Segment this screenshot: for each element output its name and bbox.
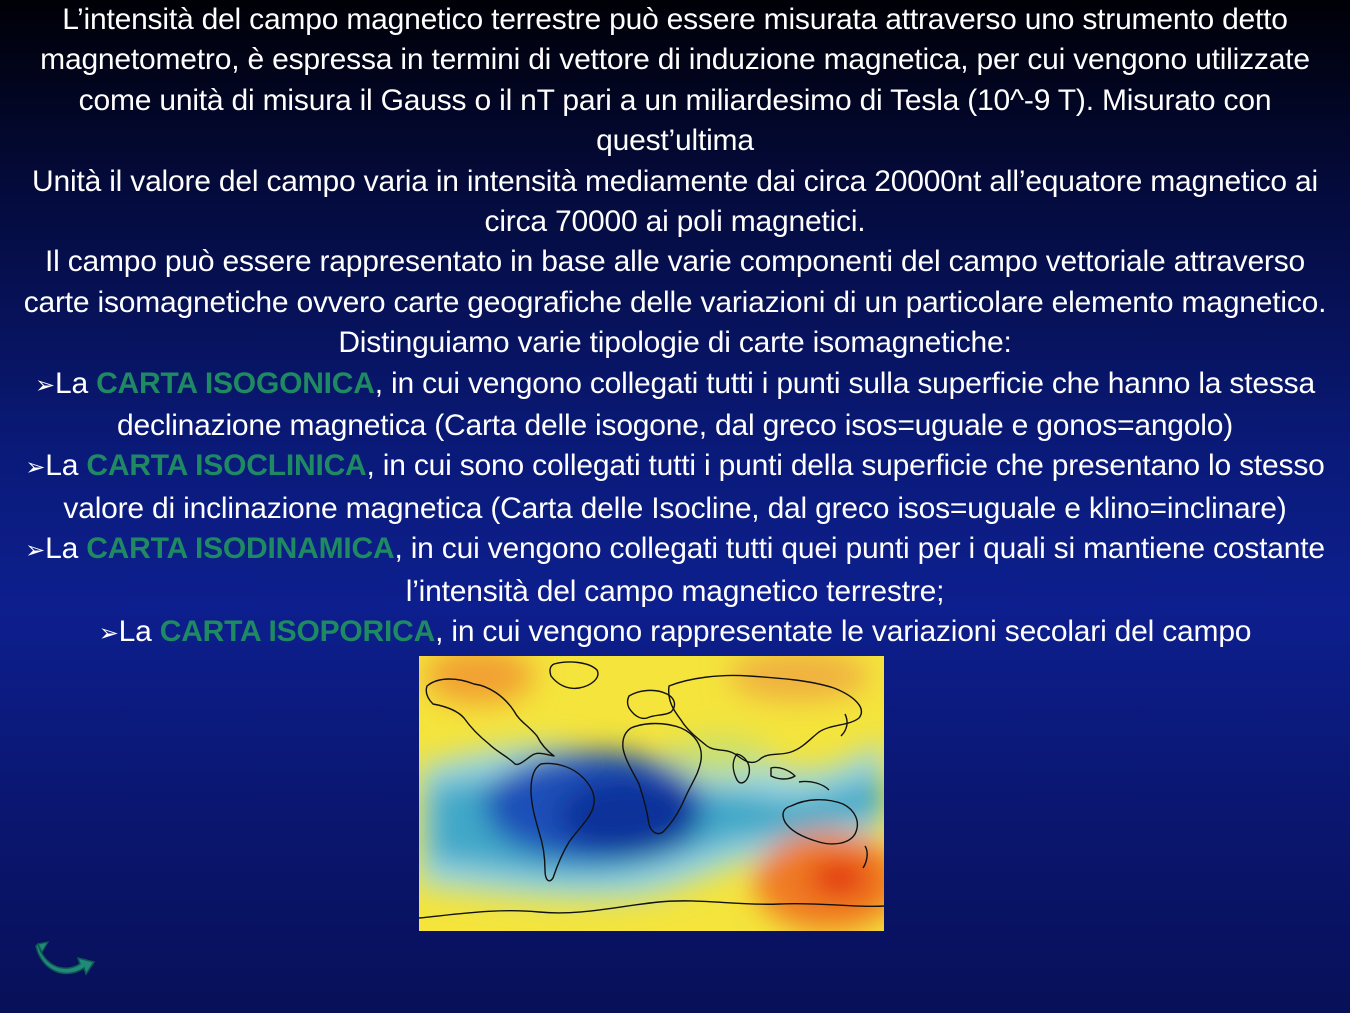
bullet-isodinamica [10, 529, 1340, 612]
bullet-prefix: La [54, 366, 97, 400]
keyword-isoclinica: CARTA ISOCLINICA [86, 449, 367, 483]
bullet-text: , in cui vengono collegati tutti i punti sulla superficie che hanno la stessa declinazione magnetica (Carta delle isogone, dal greco isos=uguale e gonos=angolo) [116, 366, 1315, 443]
back-button[interactable] [34, 936, 100, 978]
bullet-prefix: La [45, 449, 87, 483]
bullet-isoporica [10, 612, 1340, 654]
curved-arrow-return-icon [34, 936, 100, 978]
bullet-text: , in cui vengono rappresentate le variazioni secolari del campo [435, 615, 1252, 649]
keyword-isogonica: CARTA ISOGONICA [96, 366, 375, 400]
bullet-text: , in cui vengono collegati tutti quei punti per i quali si mantiene costante l’intensità del campo magnetico terrestre; [394, 532, 1325, 608]
world-map-graphic [419, 656, 884, 931]
bullet-marker: ➢ [25, 454, 46, 482]
isomagnetic-world-map [419, 656, 884, 931]
bullet-prefix: La [45, 532, 87, 566]
bullet-isoclinica [10, 446, 1340, 529]
bullet-marker: ➢ [35, 371, 55, 399]
paragraph-intensity: L’intensità del campo magnetico terrestre può essere misurata attraverso uno strumento detto magnetometro, è espressa in termini di vettore di induzione magnetica, per cui vengono utilizzate come unità di misura il Gauss o il nT pari a un miliardesimo di Tesla (10^-9 T). Misurato con quest’ultima [40, 3, 1310, 158]
bullet-prefix: La [118, 615, 160, 649]
slide-text [10, 0, 1340, 655]
bullet-marker: ➢ [25, 537, 46, 565]
paragraph-field-values: Unità il valore del campo varia in intensità mediamente dai circa 20000nt all’equatore magnetico ai circa 70000 ai poli magnetici. [32, 164, 1318, 239]
keyword-isoporica: CARTA ISOPORICA [159, 615, 436, 649]
keyword-isodinamica: CARTA ISODINAMICA [86, 532, 395, 566]
bullet-isogonica [10, 364, 1340, 447]
paragraph-isomagnetic-maps: Il campo può essere rappresentato in base alle varie componenti del campo vettoriale attraverso carte isomagnetiche ovvero carte geografiche delle variazioni di un particolare elemento magnetico. Distinguiamo varie tipologie di carte isomagnetiche: [23, 245, 1327, 360]
bullet-marker: ➢ [98, 620, 119, 648]
bullet-text: , in cui sono collegati tutti i punti della superficie che presentano lo stesso valore di inclinazione magnetica (Carta delle Isocline, dal greco isos=uguale e klino=inclinare) [63, 449, 1325, 525]
